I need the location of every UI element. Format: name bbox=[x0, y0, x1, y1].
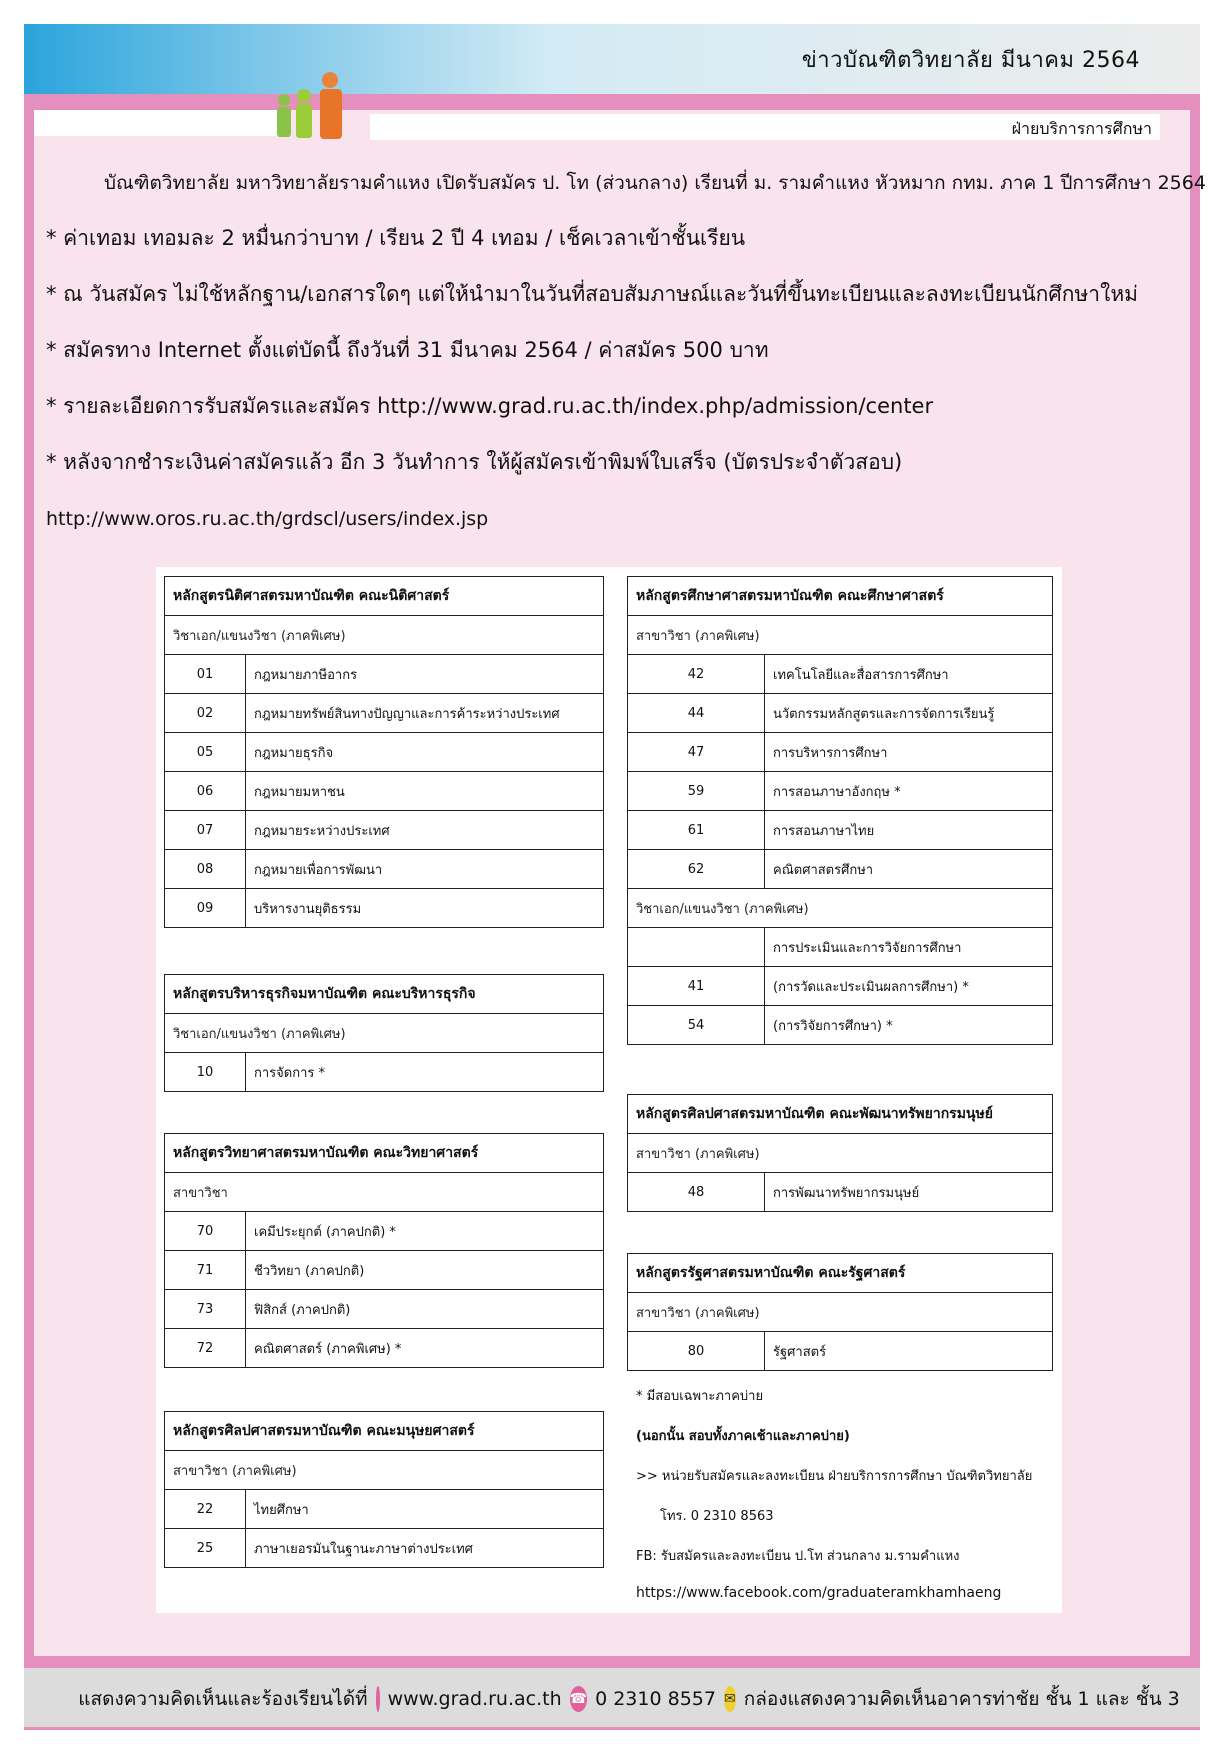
program-code: 02 bbox=[165, 694, 246, 733]
bullet-documents: * ณ วันสมัคร ไม่ใช้หลักฐาน/เอกสารใดๆ แต่ให้นำมาในวันที่สอบสัมภาษณ์และวันที่ขึ้นทะเบียนและลงทะเบียนนักศึกษาใหม่ bbox=[46, 282, 1139, 306]
program-name: (การวิจัยการศึกษา) * bbox=[765, 1006, 1053, 1045]
table-polsci bbox=[627, 1253, 1053, 1371]
people-logo-icon bbox=[262, 70, 362, 150]
table-row bbox=[165, 1290, 604, 1329]
table-law bbox=[164, 576, 604, 928]
header-divider bbox=[24, 94, 1200, 104]
bullet-receipt: * หลังจากชำระเงินค่าสมัครแล้ว อีก 3 วันทำการ ให้ผู้สมัครเข้าพิมพ์ใบเสร็จ (บัตรประจำตัวสอบ) bbox=[46, 450, 903, 474]
program-name: การจัดการ * bbox=[246, 1053, 604, 1092]
program-code: 54 bbox=[628, 1006, 765, 1045]
table-title: หลักสูตรศิลปศาสตรมหาบัณฑิต คณะมนุษยศาสตร์ bbox=[165, 1412, 604, 1451]
table-row bbox=[165, 1329, 604, 1368]
footer-website-link[interactable]: www.grad.ru.ac.th bbox=[387, 1688, 562, 1710]
program-code: 71 bbox=[165, 1251, 246, 1290]
table-subtitle: วิชาเอก/แขนงวิชา (ภาคพิเศษ) bbox=[628, 889, 1053, 928]
table-row bbox=[628, 694, 1053, 733]
table-hrd bbox=[627, 1094, 1053, 1212]
table-row bbox=[628, 655, 1053, 694]
program-code: 73 bbox=[165, 1290, 246, 1329]
program-code: 08 bbox=[165, 850, 246, 889]
white-strip bbox=[34, 110, 284, 136]
table-humanities bbox=[164, 1411, 604, 1568]
table-title: หลักสูตรศึกษาศาสตรมหาบัณฑิต คณะศึกษาศาสตร์ bbox=[628, 577, 1053, 616]
program-name: คณิตศาสตรศึกษา bbox=[765, 850, 1053, 889]
table-subtitle: สาขาวิชา (ภาคพิเศษ) bbox=[628, 1134, 1053, 1173]
department-bar bbox=[370, 114, 1160, 140]
program-name: บริหารงานยุติธรรม bbox=[246, 889, 604, 928]
newsletter-header bbox=[24, 24, 1200, 94]
note-registration-unit: >> หน่วยรับสมัครและลงทะเบียน ฝ่ายบริการการศึกษา บัณฑิตวิทยาลัย bbox=[636, 1469, 1033, 1484]
table-row bbox=[165, 1251, 604, 1290]
table-subtitle: วิชาเอก/แขนงวิชา (ภาคพิเศษ) bbox=[165, 616, 604, 655]
program-code: 06 bbox=[165, 772, 246, 811]
table-row bbox=[628, 850, 1053, 889]
program-code: 59 bbox=[628, 772, 765, 811]
program-name: เทคโนโลยีและสื่อสารการศึกษา bbox=[765, 655, 1053, 694]
program-code: 42 bbox=[628, 655, 765, 694]
footer-feedback-text: แสดงความคิดเห็นและร้องเรียนได้ที่ bbox=[78, 1688, 368, 1710]
bullet-details-link[interactable]: * รายละเอียดการรับสมัครและสมัคร http://www.grad.ru.ac.th/index.php/admission/center bbox=[46, 394, 934, 418]
table-title: หลักสูตรนิติศาสตรมหาบัณฑิต คณะนิติศาสตร์ bbox=[165, 577, 604, 616]
table-row bbox=[165, 889, 604, 928]
table-title: หลักสูตรวิทยาศาสตรมหาบัณฑิต คณะวิทยาศาสตร์ bbox=[165, 1134, 604, 1173]
facebook-link[interactable]: https://www.facebook.com/graduateramkhamhaeng bbox=[636, 1585, 1002, 1601]
table-row bbox=[628, 811, 1053, 850]
footer bbox=[24, 1668, 1200, 1730]
program-name: การสอนภาษาไทย bbox=[765, 811, 1053, 850]
program-code: 10 bbox=[165, 1053, 246, 1092]
note-other-exams: (นอกนั้น สอบทั้งภาคเช้าและภาคบ่าย) bbox=[636, 1429, 850, 1444]
program-name: เคมีประยุกต์ (ภาคปกติ) * bbox=[246, 1212, 604, 1251]
table-subtitle: สาขาวิชา (ภาคพิเศษ) bbox=[628, 616, 1053, 655]
bullet-internet: * สมัครทาง Internet ตั้งแต่บัดนี้ ถึงวันที่ 31 มีนาคม 2564 / ค่าสมัคร 500 บาท bbox=[46, 338, 769, 362]
table-business bbox=[164, 974, 604, 1092]
program-code: 72 bbox=[165, 1329, 246, 1368]
globe-icon bbox=[376, 1686, 380, 1712]
program-code: 05 bbox=[165, 733, 246, 772]
program-name: การสอนภาษาอังกฤษ * bbox=[765, 772, 1053, 811]
bullet-tuition: * ค่าเทอม เทอมละ 2 หมื่นกว่าบาท / เรียน 2 ปี 4 เทอม / เช็คเวลาเข้าชั้นเรียน bbox=[46, 226, 746, 250]
program-name: รัฐศาสตร์ bbox=[765, 1332, 1053, 1371]
program-name: กฎหมายธุรกิจ bbox=[246, 733, 604, 772]
table-row bbox=[165, 811, 604, 850]
table-row bbox=[165, 1212, 604, 1251]
program-group: การประเมินและการวิจัยการศึกษา bbox=[765, 928, 1053, 967]
program-code: 48 bbox=[628, 1173, 765, 1212]
table-row bbox=[165, 694, 604, 733]
note-afternoon-only: * มีสอบเฉพาะภาคบ่าย bbox=[636, 1389, 764, 1404]
table-row bbox=[628, 1006, 1053, 1045]
table-title: หลักสูตรบริหารธุรกิจมหาบัณฑิต คณะบริหารธุรกิจ bbox=[165, 975, 604, 1014]
table-title: หลักสูตรศิลปศาสตรมหาบัณฑิต คณะพัฒนาทรัพยากรมนุษย์ bbox=[628, 1095, 1053, 1134]
receipt-url-link[interactable]: http://www.oros.ru.ac.th/grdscl/users/index.jsp bbox=[46, 508, 489, 530]
note-phone: โทร. 0 2310 8563 bbox=[660, 1509, 774, 1524]
table-subtitle: สาขาวิชา (ภาคพิเศษ) bbox=[628, 1293, 1053, 1332]
program-name: ชีววิทยา (ภาคปกติ) bbox=[246, 1251, 604, 1290]
table-row bbox=[628, 928, 1053, 967]
footer-phone: 0 2310 8557 bbox=[595, 1688, 716, 1710]
table-row bbox=[628, 772, 1053, 811]
phone-icon: ☎ bbox=[570, 1686, 587, 1712]
table-row bbox=[628, 1332, 1053, 1371]
program-code: 62 bbox=[628, 850, 765, 889]
table-row bbox=[165, 772, 604, 811]
table-row bbox=[165, 733, 604, 772]
program-code: 80 bbox=[628, 1332, 765, 1371]
program-name: ฟิสิกส์ (ภาคปกติ) bbox=[246, 1290, 604, 1329]
program-code: 09 bbox=[165, 889, 246, 928]
program-code: 41 bbox=[628, 967, 765, 1006]
mailbox-icon: ✉ bbox=[724, 1686, 736, 1712]
program-name: กฎหมายมหาชน bbox=[246, 772, 604, 811]
footer-comment-box: กล่องแสดงความคิดเห็นอาคารท่าชัย ชั้น 1 และ ชั้น 3 bbox=[743, 1688, 1180, 1710]
table-row bbox=[628, 967, 1053, 1006]
program-code: 70 bbox=[165, 1212, 246, 1251]
note-facebook: FB: รับสมัครและลงทะเบียน ป.โท ส่วนกลาง ม.รามคำแหง bbox=[636, 1549, 960, 1564]
table-row bbox=[165, 655, 604, 694]
program-name: (การวัดและประเมินผลการศึกษา) * bbox=[765, 967, 1053, 1006]
program-name: การบริหารการศึกษา bbox=[765, 733, 1053, 772]
table-title: หลักสูตรรัฐศาสตรมหาบัณฑิต คณะรัฐศาสตร์ bbox=[628, 1254, 1053, 1293]
table-subtitle: สาขาวิชา (ภาคพิเศษ) bbox=[165, 1451, 604, 1490]
table-row bbox=[165, 1529, 604, 1568]
program-code: 25 bbox=[165, 1529, 246, 1568]
table-subtitle: สาขาวิชา bbox=[165, 1173, 604, 1212]
table-row bbox=[628, 1173, 1053, 1212]
program-name: คณิตศาสตร์ (ภาคพิเศษ) * bbox=[246, 1329, 604, 1368]
intro-text: บัณฑิตวิทยาลัย มหาวิทยาลัยรามคำแหง เปิดรับสมัคร ป. โท (ส่วนกลาง) เรียนที่ ม. รามคำแหง หัวหมาก กทม. ภาค 1 ปีการศึกษา 2564 bbox=[104, 172, 1206, 194]
table-education bbox=[627, 576, 1053, 1045]
program-code: 44 bbox=[628, 694, 765, 733]
table-subtitle: วิชาเอก/แขนงวิชา (ภาคพิเศษ) bbox=[165, 1014, 604, 1053]
program-name: กฎหมายทรัพย์สินทางปัญญาและการค้าระหว่างประเทศ bbox=[246, 694, 604, 733]
table-row bbox=[165, 1490, 604, 1529]
table-row bbox=[165, 850, 604, 889]
table-row bbox=[628, 733, 1053, 772]
table-science bbox=[164, 1133, 604, 1368]
program-name: ไทยศึกษา bbox=[246, 1490, 604, 1529]
program-name: กฎหมายระหว่างประเทศ bbox=[246, 811, 604, 850]
program-code: 22 bbox=[165, 1490, 246, 1529]
program-name: นวัตกรรมหลักสูตรและการจัดการเรียนรู้ bbox=[765, 694, 1053, 733]
program-name: การพัฒนาทรัพยากรมนุษย์ bbox=[765, 1173, 1053, 1212]
program-name: กฎหมายภาษีอากร bbox=[246, 655, 604, 694]
header-title: ข่าวบัณฑิตวิทยาลัย มีนาคม 2564 bbox=[801, 48, 1140, 73]
program-code: 61 bbox=[628, 811, 765, 850]
program-code: 01 bbox=[165, 655, 246, 694]
footer-content bbox=[78, 1680, 1180, 1718]
program-name: ภาษาเยอรมันในฐานะภาษาต่างประเทศ bbox=[246, 1529, 604, 1568]
program-name: กฎหมายเพื่อการพัฒนา bbox=[246, 850, 604, 889]
program-code: 07 bbox=[165, 811, 246, 850]
table-row bbox=[165, 1053, 604, 1092]
program-code: 47 bbox=[628, 733, 765, 772]
department-label: ฝ่ายบริการการศึกษา bbox=[1011, 119, 1152, 138]
